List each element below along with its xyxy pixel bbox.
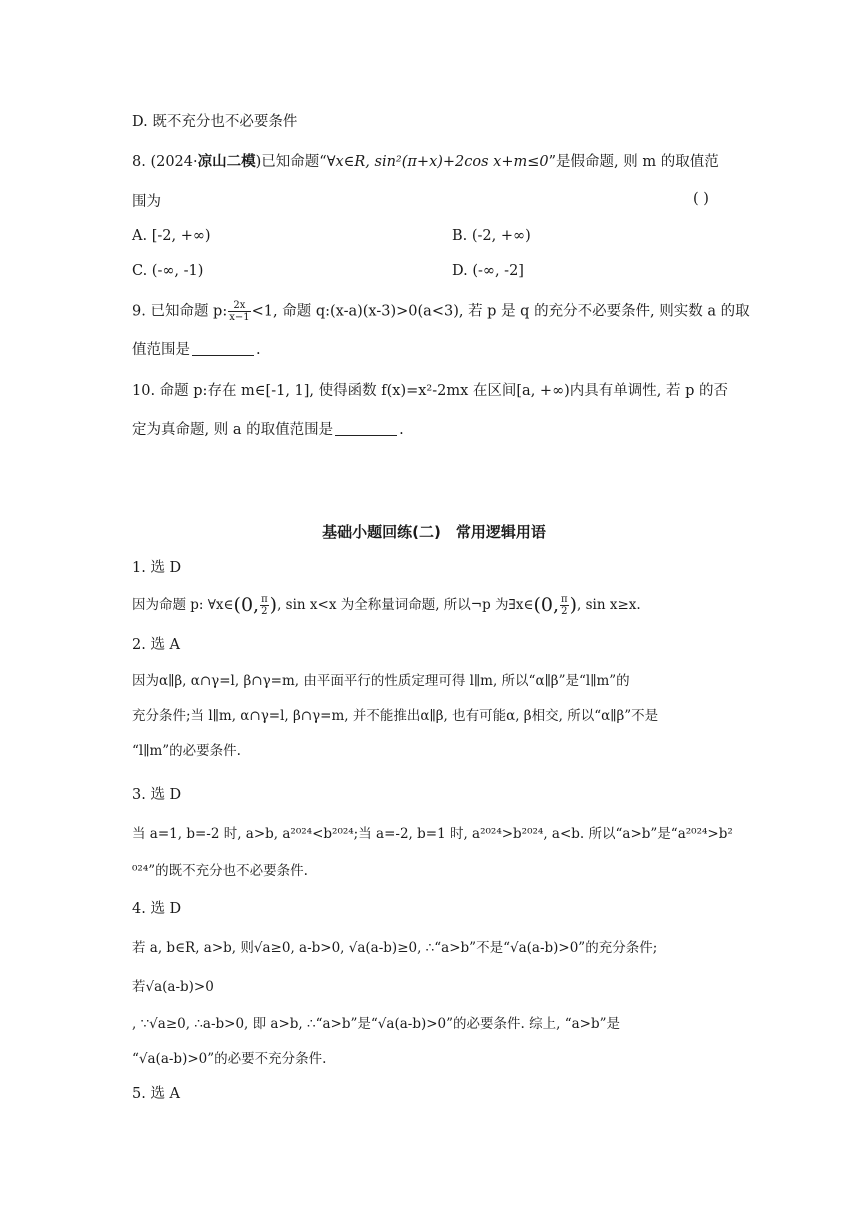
q8-options-row-1	[132, 225, 211, 247]
answer-5-label: 5. 选 A	[132, 1086, 181, 1102]
q8-suffix: ”是假命题, 则 m 的取值范	[548, 154, 719, 170]
answer-4-line-4: “√a(a-b)>0”的必要不充分条件.	[132, 1051, 327, 1067]
q10-period: .	[399, 422, 404, 438]
q9-line-2	[132, 339, 261, 361]
q10-line-2	[132, 419, 404, 441]
q8-option-d: D. (-∞, -2]	[452, 263, 524, 279]
q9-suffix: <1, 命题 q:(x-a)(x-3)>0(a<3), 若 p 是 q 的充分不必要条件, 则实数 a 的取	[251, 303, 750, 320]
a1-interval-1-close: )	[269, 594, 278, 616]
answer-4-line-2: 若√a(a-b)>0	[132, 979, 214, 995]
q8-line-1	[132, 151, 719, 173]
q10-line-1: 10. 命题 p:存在 m∈[-1, 1], 使得函数 f(x)=x²-2mx 在区间[a, +∞)内具有单调性, 若 p 的否	[132, 383, 729, 399]
q8-option-b: B. (-2, +∞)	[452, 228, 531, 244]
q8-mid: )已知命题“	[255, 154, 327, 170]
q9-answer-blank[interactable]	[192, 341, 254, 356]
answer-4-label: 4. 选 D	[132, 901, 182, 917]
answer-2-line-1: 因为α∥β, α∩γ=l, β∩γ=m, 由平面平行的性质定理可得 l∥m, 所以“α∥β”是“l∥m”的	[132, 673, 630, 689]
answer-3-line-2: ⁰²⁴”的既不充分也不必要条件.	[132, 863, 308, 879]
q8-formula: ∀x∈R, sin²(π+x)+2cos x+m≤0	[326, 154, 549, 170]
answer-1-text	[132, 594, 641, 617]
a1-two-2: 2	[561, 606, 568, 617]
answer-4-line-3: , ∵√a≥0, ∴a-b>0, 即 a>b, ∴“a>b”是“√a(a-b)>0”的必要条件. 综上, “a>b”是	[132, 1016, 621, 1032]
q9-prefix: 9. 已知命题 p:	[132, 303, 228, 320]
q9-fraction	[228, 300, 250, 323]
q9-line2-text: 值范围是	[132, 342, 190, 358]
answer-4-line-1: 若 a, b∈R, a>b, 则√a≥0, a-b>0, √a(a-b)≥0, ∴“a>b”不是“√a(a-b)>0”的充分条件;	[132, 940, 658, 956]
q9-frac-num: 2x	[228, 300, 250, 312]
a1-part-3: , sin x≥x.	[577, 597, 641, 613]
answer-1-label: 1. 选 D	[132, 560, 182, 576]
section-title: 基础小题回练(二) 常用逻辑用语	[322, 523, 546, 541]
q8-source: 凉山二模	[197, 154, 256, 170]
q8-option-c: C. (-∞, -1)	[132, 263, 204, 279]
q8-option-a: A. [-2, +∞)	[132, 228, 211, 244]
answer-2-line-2: 充分条件;当 l∥m, α∩γ=l, β∩γ=m, 并不能推出α∥β, 也有可能α, β相交, 所以“α∥β”不是	[132, 708, 659, 724]
q10-line2-text: 定为真命题, 则 a 的取值范围是	[132, 422, 334, 438]
a1-pi-1: π	[261, 594, 268, 605]
q9-period: .	[256, 342, 261, 358]
q10-answer-blank[interactable]	[335, 421, 397, 436]
answer-3-label: 3. 选 D	[132, 787, 182, 803]
a1-interval-2	[533, 594, 578, 617]
q8-line-2: 围为	[132, 194, 161, 210]
answer-2-label: 2. 选 A	[132, 637, 181, 653]
answer-2-line-3: “l∥m”的必要条件.	[132, 743, 241, 759]
q7-option-d: D. 既不充分也不必要条件	[132, 114, 298, 130]
a1-part-1: 因为命题 p: ∀x∈	[132, 597, 234, 613]
a1-interval-1-open: (0,	[233, 594, 260, 616]
a1-two-1: 2	[261, 606, 268, 617]
a1-pi-2: π	[561, 594, 568, 605]
q8-prefix: 8. (2024·	[132, 154, 198, 170]
q8-answer-paren: ( )	[693, 191, 709, 207]
q9-frac-den: x−1	[229, 312, 250, 323]
answer-3-line-1: 当 a=1, b=-2 时, a>b, a²⁰²⁴<b²⁰²⁴;当 a=-2, b=1 时, a²⁰²⁴>b²⁰²⁴, a<b. 所以“a>b”是“a²⁰²⁴>b²	[132, 826, 733, 842]
a1-part-2: , sin x<x 为全称量词命题, 所以¬p 为∃x∈	[277, 597, 534, 613]
a1-interval-2-open: (0,	[533, 594, 560, 616]
a1-interval-1	[233, 594, 278, 617]
a1-interval-2-close: )	[569, 594, 578, 616]
q9-line-1	[132, 300, 750, 323]
